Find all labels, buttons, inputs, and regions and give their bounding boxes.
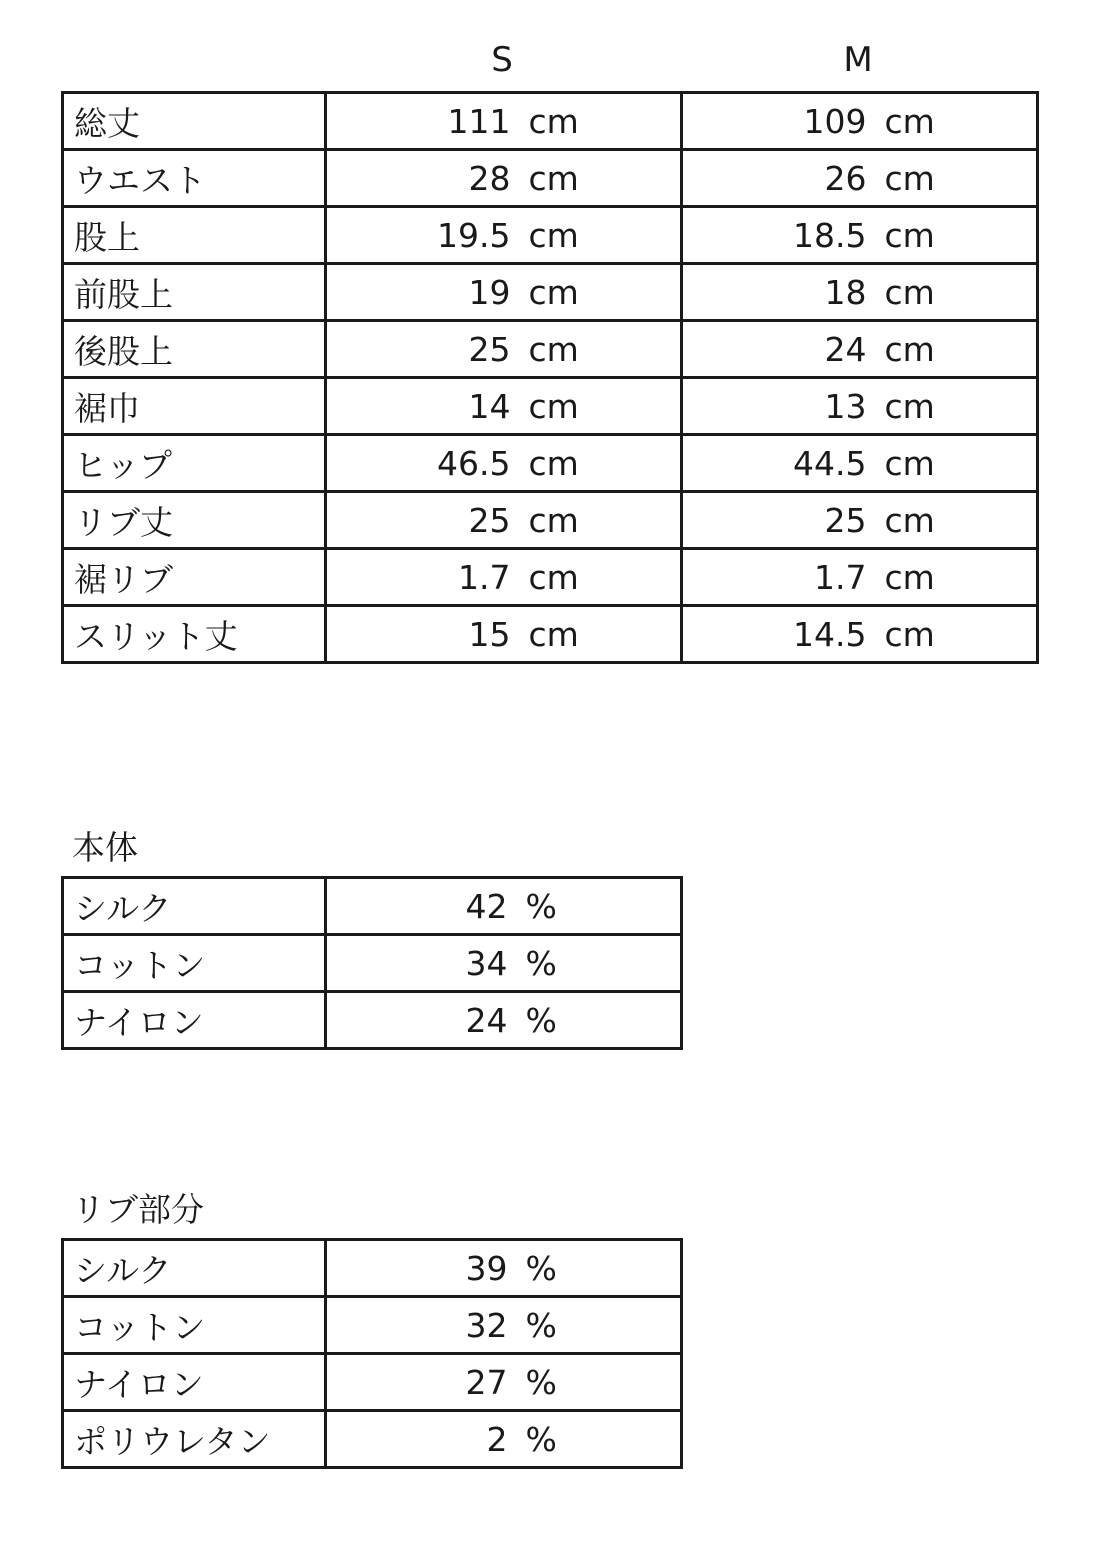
size-m-unit: cm	[884, 272, 935, 312]
size-s-unit: cm	[528, 158, 579, 198]
table-row	[63, 492, 1038, 549]
size-s-value: 14	[468, 386, 511, 426]
size-m-unit: cm	[884, 443, 935, 483]
body-material-title: 本体	[72, 828, 138, 867]
material-label: シルク	[63, 878, 326, 935]
size-s-value: 28	[468, 158, 511, 198]
size-s-unit: cm	[528, 614, 579, 654]
size-s-cell	[326, 492, 682, 549]
material-percent-cell	[326, 1354, 682, 1411]
table-row	[63, 1354, 682, 1411]
size-table	[61, 91, 1039, 664]
size-s-cell	[326, 93, 682, 150]
material-percent-unit: %	[525, 943, 557, 983]
size-s-value: 15	[468, 614, 511, 654]
size-m-cell	[682, 93, 1038, 150]
table-row	[63, 435, 1038, 492]
size-m-value: 18	[824, 272, 867, 312]
table-row	[63, 992, 682, 1049]
measurement-label: 裾巾	[63, 378, 326, 435]
material-label: コットン	[63, 1297, 326, 1354]
material-percent-cell	[326, 1240, 682, 1297]
size-m-unit: cm	[884, 215, 935, 255]
size-m-unit: cm	[884, 386, 935, 426]
table-row	[63, 549, 1038, 606]
rib-material-table	[61, 1238, 683, 1469]
measurement-label: スリット丈	[63, 606, 326, 663]
size-m-cell	[682, 492, 1038, 549]
material-percent-value: 24	[465, 1000, 508, 1040]
measurement-label: 裾リブ	[63, 549, 326, 606]
material-percent-cell	[326, 1411, 682, 1468]
material-percent-value: 32	[465, 1305, 508, 1345]
table-row	[63, 606, 1038, 663]
material-percent-cell	[326, 1297, 682, 1354]
size-s-value: 46.5	[437, 443, 511, 483]
size-s-value: 25	[468, 500, 511, 540]
material-label: シルク	[63, 1240, 326, 1297]
size-m-cell	[682, 435, 1038, 492]
size-m-unit: cm	[884, 101, 935, 141]
material-percent-unit: %	[525, 1000, 557, 1040]
size-m-unit: cm	[884, 614, 935, 654]
size-m-value: 18.5	[793, 215, 867, 255]
size-m-cell	[682, 549, 1038, 606]
table-row	[63, 378, 1038, 435]
size-s-cell	[326, 321, 682, 378]
measurement-label: ヒップ	[63, 435, 326, 492]
size-m-value: 13	[824, 386, 867, 426]
table-row	[63, 1297, 682, 1354]
material-percent-unit: %	[525, 1419, 557, 1459]
size-m-value: 44.5	[793, 443, 867, 483]
material-percent-unit: %	[525, 886, 557, 926]
size-s-value: 25	[468, 329, 511, 369]
size-s-cell	[326, 150, 682, 207]
material-label: ポリウレタン	[63, 1411, 326, 1468]
size-s-value: 19	[468, 272, 511, 312]
size-m-unit: cm	[884, 500, 935, 540]
size-s-value: 1.7	[458, 557, 511, 597]
size-s-cell	[326, 549, 682, 606]
measurement-label: 総丈	[63, 93, 326, 150]
size-s-unit: cm	[528, 215, 579, 255]
size-s-value: 111	[447, 101, 511, 141]
size-s-cell	[326, 606, 682, 663]
table-row	[63, 207, 1038, 264]
material-percent-value: 39	[465, 1248, 508, 1288]
size-m-cell	[682, 378, 1038, 435]
material-label: コットン	[63, 935, 326, 992]
material-percent-cell	[326, 878, 682, 935]
table-row	[63, 1411, 682, 1468]
size-m-value: 25	[824, 500, 867, 540]
size-m-value: 26	[824, 158, 867, 198]
size-m-unit: cm	[884, 557, 935, 597]
size-m-unit: cm	[884, 158, 935, 198]
table-row	[63, 321, 1038, 378]
material-percent-cell	[326, 935, 682, 992]
size-m-value: 24	[824, 329, 867, 369]
size-m-value: 109	[803, 101, 867, 141]
size-m-cell	[682, 264, 1038, 321]
size-s-unit: cm	[528, 500, 579, 540]
size-s-unit: cm	[528, 101, 579, 141]
measurement-label: 前股上	[63, 264, 326, 321]
size-s-cell	[326, 378, 682, 435]
material-percent-cell	[326, 992, 682, 1049]
table-row	[63, 1240, 682, 1297]
size-m-value: 14.5	[793, 614, 867, 654]
size-m-cell	[682, 150, 1038, 207]
material-percent-value: 2	[486, 1419, 508, 1459]
measurement-label: 後股上	[63, 321, 326, 378]
size-m-cell	[682, 207, 1038, 264]
rib-material-title: リブ部分	[72, 1190, 204, 1229]
measurement-label: ウエスト	[63, 150, 326, 207]
material-percent-value: 34	[465, 943, 508, 983]
material-percent-value: 27	[465, 1362, 508, 1402]
table-row	[63, 878, 682, 935]
size-s-unit: cm	[528, 557, 579, 597]
material-percent-unit: %	[525, 1248, 557, 1288]
material-percent-unit: %	[525, 1362, 557, 1402]
measurement-label: 股上	[63, 207, 326, 264]
material-percent-unit: %	[525, 1305, 557, 1345]
table-row	[63, 935, 682, 992]
table-row	[63, 150, 1038, 207]
size-s-value: 19.5	[437, 215, 511, 255]
size-s-unit: cm	[528, 443, 579, 483]
size-m-cell	[682, 321, 1038, 378]
size-s-cell	[326, 264, 682, 321]
table-row	[63, 264, 1038, 321]
size-m-unit: cm	[884, 329, 935, 369]
size-s-cell	[326, 435, 682, 492]
measurement-label: リブ丈	[63, 492, 326, 549]
size-s-unit: cm	[528, 329, 579, 369]
body-material-table	[61, 876, 683, 1050]
size-s-cell	[326, 207, 682, 264]
material-percent-value: 42	[465, 886, 508, 926]
size-header-m: M	[843, 40, 873, 80]
size-m-cell	[682, 606, 1038, 663]
material-label: ナイロン	[63, 992, 326, 1049]
size-m-value: 1.7	[814, 557, 867, 597]
material-label: ナイロン	[63, 1354, 326, 1411]
size-header-s: S	[491, 40, 513, 80]
size-s-unit: cm	[528, 272, 579, 312]
table-row	[63, 93, 1038, 150]
size-s-unit: cm	[528, 386, 579, 426]
